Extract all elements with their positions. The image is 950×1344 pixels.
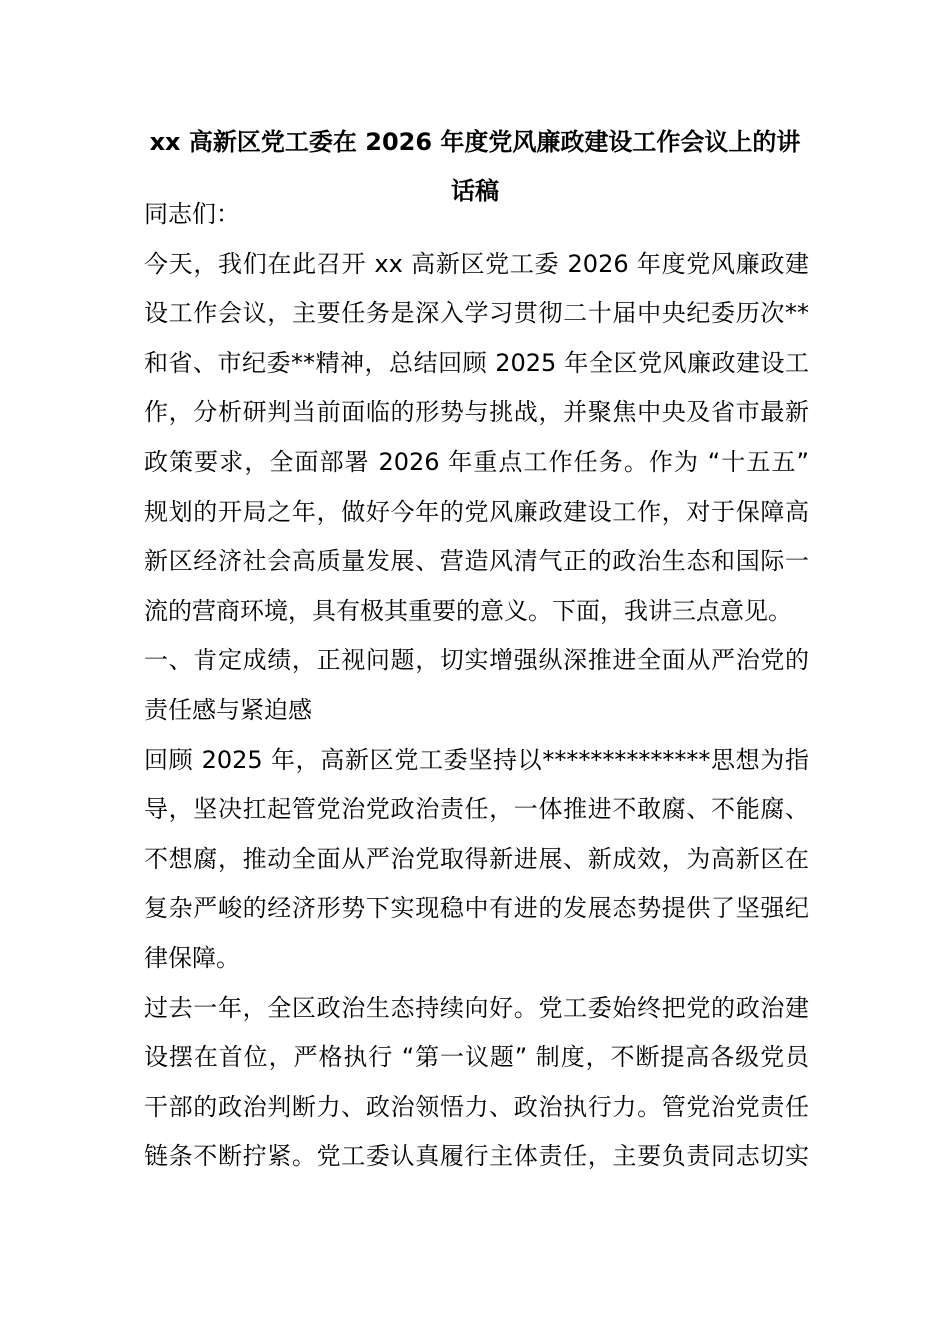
body-text-line: 律保障。: [144, 943, 240, 972]
body-text-line: 复杂严峻的经济形势下实现稳中有进的发展态势提供了坚强纪: [144, 894, 809, 923]
body-text-line: 导，坚决扛起管党治党政治责任，一体推进不敢腐、不能腐、: [144, 795, 809, 824]
body-text-line: 回顾 2025 年，高新区党工委坚持以**************思想为指: [144, 745, 809, 774]
body-text-line: 链条不断拧紧。党工委认真履行主体责任，主要负责同志切实: [144, 1142, 809, 1171]
body-text-line: 新区经济社会高质量发展、营造风清气正的政治生态和国际一: [144, 547, 809, 576]
document-title-line-1: xx 高新区党工委在 2026 年度党风廉政建设工作会议上的讲: [149, 128, 801, 156]
document-body: [144, 190, 809, 1182]
body-text-line: 设工作会议，主要任务是深入学习贯彻二十届中央纪委历次**: [144, 299, 809, 328]
body-text-line: 政策要求，全面部署 2026 年重点工作任务。作为 “十五五”: [144, 447, 809, 476]
body-text-line: 规划的开局之年，做好今年的党风廉政建设工作，对于保障高: [144, 497, 809, 526]
body-text-line: 今天，我们在此召开 xx 高新区党工委 2026 年度党风廉政建: [144, 249, 809, 278]
body-text-line: 和省、市纪委**精神，总结回顾 2025 年全区党风廉政建设工: [144, 348, 809, 377]
body-text-line: 设摆在首位，严格执行 “第一议题” 制度，不断提高各级党员: [144, 1043, 809, 1072]
body-text-line: 作，分析研判当前面临的形势与挑战，并聚焦中央及省市最新: [144, 398, 809, 427]
body-text-line: 一、肯定成绩，正视问题，切实增强纵深推进全面从严治党的: [144, 646, 809, 675]
body-text-line: 责任感与紧迫感: [144, 695, 312, 724]
body-text-line: 不想腐，推动全面从严治党取得新进展、新成效，为高新区在: [144, 844, 809, 873]
body-text-line: 同志们：: [144, 200, 240, 228]
body-text-line: 干部的政治判断力、政治领悟力、政治执行力。管党治党责任: [144, 1092, 809, 1121]
body-text-line: 过去一年，全区政治生态持续向好。党工委始终把党的政治建: [144, 993, 809, 1022]
body-text-line: 流的营商环境，具有极其重要的意义。下面，我讲三点意见。: [144, 596, 792, 625]
document-title-line-2: 话稿: [451, 177, 499, 205]
